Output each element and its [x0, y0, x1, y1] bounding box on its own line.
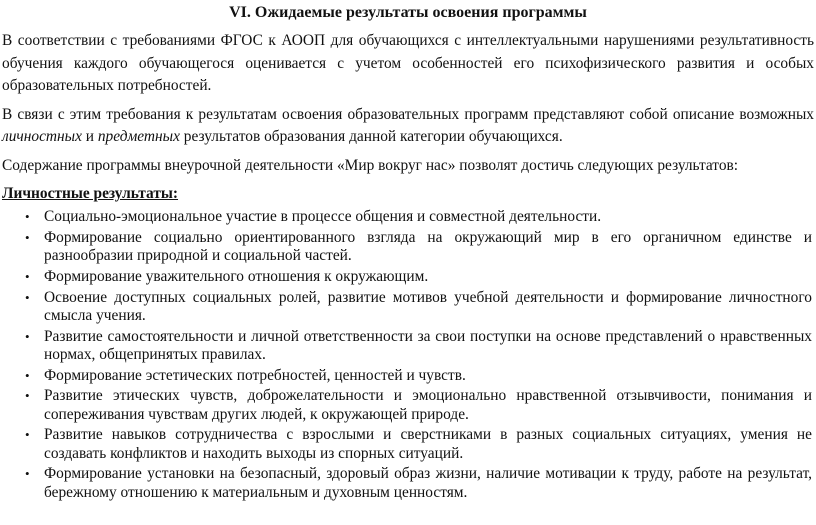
- requirements-text-1: В связи с этим требования к результатам освоения образовательных программ представляют собой описание возможных: [2, 105, 814, 123]
- list-item: [2, 426, 814, 462]
- list-item-text: Развитие этических чувств, доброжелательности и эмоционально нравственной отзывчивости, понимания и сопереживания чувствам других людей, к окружающей природе.: [44, 387, 812, 423]
- bullet-icon: •: [25, 289, 30, 305]
- program-content-paragraph: Содержание программы внеурочной деятельности «Мир вокруг нас» позволят достичь следующих результатов:: [2, 156, 739, 174]
- personal-results-list: [2, 208, 814, 502]
- list-item: [2, 367, 814, 385]
- list-item: [2, 465, 814, 501]
- bullet-icon: •: [25, 229, 30, 245]
- bullet-icon: •: [25, 268, 30, 284]
- list-item: [2, 208, 814, 226]
- requirements-text-3: результатов образования данной категории обучающихся.: [179, 128, 563, 145]
- list-item-text: Развитие навыков сотрудничества с взрослыми и сверстниками в разных социальных ситуациях, умения не создавать конфликтов и находить выходы из спорных ситуаций.: [44, 426, 812, 462]
- list-item-text: Формирование социально ориентированного взгляда на окружающий мир в его органичном единстве и разнообразии природной и социальной частей.: [44, 228, 812, 264]
- list-item: [2, 229, 814, 265]
- bullet-icon: •: [25, 466, 30, 482]
- requirements-text-2: и: [81, 128, 98, 145]
- bullet-icon: •: [25, 209, 30, 224]
- list-item-text: Освоение доступных социальных ролей, развитие мотивов учебной деятельности и формирование личностного смысла учения.: [44, 288, 812, 324]
- bullet-icon: •: [25, 367, 30, 383]
- bullet-icon: •: [25, 388, 30, 404]
- list-item: [2, 268, 814, 286]
- bullet-icon: •: [25, 427, 30, 443]
- list-item-text: Формирование установки на безопасный, здоровый образ жизни, наличие мотивации к труду, работе на результат, бережному отношению к материальным и духовным ценностям.: [44, 465, 812, 501]
- subject-term: предметных: [97, 128, 180, 145]
- list-item: [2, 387, 814, 423]
- list-item-text: Формирование эстетических потребностей, ценностей и чувств.: [44, 366, 466, 384]
- personal-term: личностных: [2, 128, 82, 145]
- list-item-text: Формирование уважительного отношения к окружающим.: [44, 267, 429, 285]
- requirements-paragraph: [2, 104, 814, 149]
- list-item-text: Социально-эмоциональное участие в процессе общения и совместной деятельности.: [44, 208, 602, 225]
- list-item: [2, 289, 814, 325]
- bullet-icon: •: [25, 328, 30, 344]
- list-item-text: Развитие самостоятельности и личной ответственности за свои поступки на основе представлений о нравственных нормах, общепринятых правилах.: [44, 327, 812, 363]
- personal-results-heading: Личностные результаты:: [2, 185, 179, 202]
- intro-paragraph: В соответствии с требованиями ФГОС к АООП для обучающихся с интеллектуальными нарушениями результативность обучения каждого обучающегося оценивается с учетом особенностей его психофизического развития и особых образовательных потребностей.: [2, 32, 814, 94]
- section-heading: VI. Ожидаемые результаты освоения программы: [229, 4, 587, 21]
- list-item: [2, 328, 814, 364]
- document-page: [0, 3, 816, 525]
